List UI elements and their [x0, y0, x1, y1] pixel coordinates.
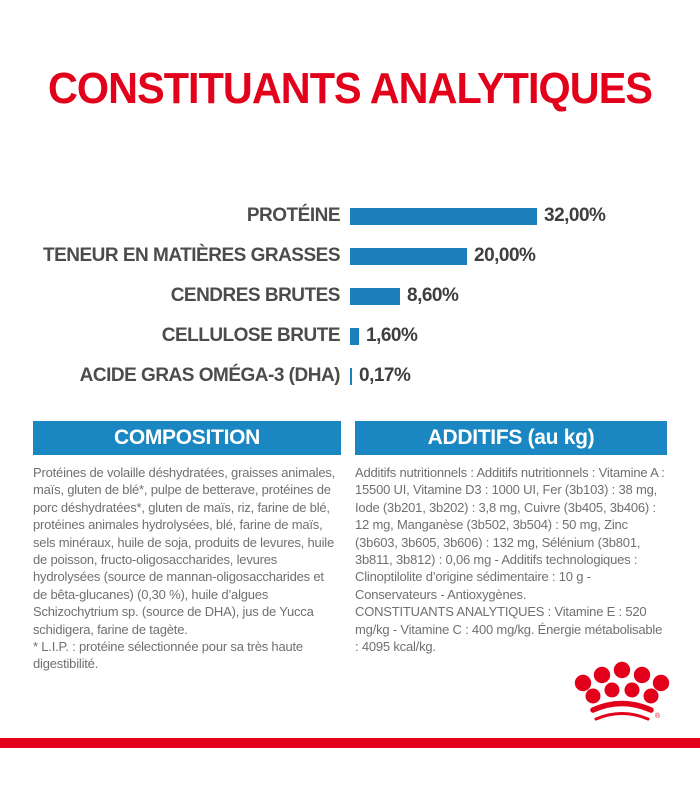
- crown-dots: [575, 662, 669, 704]
- composition-body: [33, 464, 341, 673]
- additifs-section: [355, 421, 667, 673]
- composition-section: [33, 421, 341, 673]
- chart-row: [33, 236, 667, 276]
- bar-value: 20,00%: [474, 245, 536, 266]
- chart-row: [33, 276, 667, 316]
- composition-header: COMPOSITION: [33, 421, 341, 455]
- bar-area: [350, 365, 667, 387]
- bar-label: TENEUR EN MATIÈRES GRASSES: [42, 245, 340, 266]
- bar-value: 8,60%: [407, 285, 459, 306]
- info-columns: [33, 421, 667, 673]
- bar-area: [350, 245, 667, 267]
- bar-label: CELLULOSE BRUTE: [161, 325, 340, 346]
- constituents-chart: [33, 196, 667, 396]
- bar: [350, 208, 537, 225]
- bar-area: [350, 205, 667, 227]
- bar-area: [350, 325, 667, 347]
- chart-row: [33, 196, 667, 236]
- bar: [350, 248, 467, 265]
- chart-row: [33, 316, 667, 356]
- registered-mark: ®: [655, 713, 661, 720]
- bar-label: PROTÉINE: [246, 205, 340, 226]
- bottom-red-bar: [0, 738, 700, 748]
- additifs-text: Additifs nutritionnels : Additifs nutritionnels : Vitamine A : 15500 UI, Vitamine D3 : 1000 UI, Fer (3b103) : 38 mg, Iode (3b201, 3b202) : 3,8 mg, Cuivre (3b405, 3b406) : 12 mg, Manganèse (3b502, 3b504) : 50 mg, Zinc (3b603, 3b605, 3b606) : 132 mg, Sélénium (3b801, 3b811, 3b812) : 0,06 mg - Additifs technologiques : Clinoptilolite d’origine sédimentaire : 10 g - Conservateurs - Antioxygènes.: [355, 465, 665, 602]
- royal-canin-crown-logo: [572, 652, 672, 732]
- composition-footnote: * L.I.P. : protéine sélectionnée pour sa très haute digestibilité.: [33, 639, 303, 672]
- bar: [350, 368, 352, 385]
- additifs-body: [355, 464, 667, 655]
- bar-label: ACIDE GRAS OMÉGA-3 (DHA): [79, 365, 340, 386]
- bar-value: 0,17%: [359, 365, 411, 386]
- additifs-header: ADDITIFS (au kg): [355, 421, 667, 455]
- composition-text: Protéines de volaille déshydratées, graisses animales, maïs, gluten de blé*, pulpe de betterave, protéines de porc déshydratées*, gluten de maïs, riz, farine de blé, protéines animales hydrolysées, blé, farine de maïs, sels minéraux, huile de soja, produits de levures, huile de poisson, fructo-oligosaccharides, levures hydrolysées (source de mannan-oligosaccharides et de bêta-glucanes) (0,30 %), huile d’algues Schizochytrium sp. (source de DHA), jus de Yucca schidigera, farine de tagète.: [33, 465, 336, 637]
- bar-value: 32,00%: [544, 205, 606, 226]
- bar-label: CENDRES BRUTES: [170, 285, 340, 306]
- bar-area: [350, 285, 667, 307]
- crown-swoosh: [593, 704, 651, 720]
- chart-row: [33, 356, 667, 396]
- page-title: CONSTITUANTS ANALYTIQUES: [47, 64, 653, 113]
- bar-value: 1,60%: [366, 325, 418, 346]
- bar: [350, 328, 359, 345]
- bar: [350, 288, 400, 305]
- additifs-analytical-text: CONSTITUANTS ANALYTIQUES : Vitamine E : 520 mg/kg - Vitamine C : 400 mg/kg. Énergie métabolisable : 4095 kcal/kg.: [355, 604, 663, 655]
